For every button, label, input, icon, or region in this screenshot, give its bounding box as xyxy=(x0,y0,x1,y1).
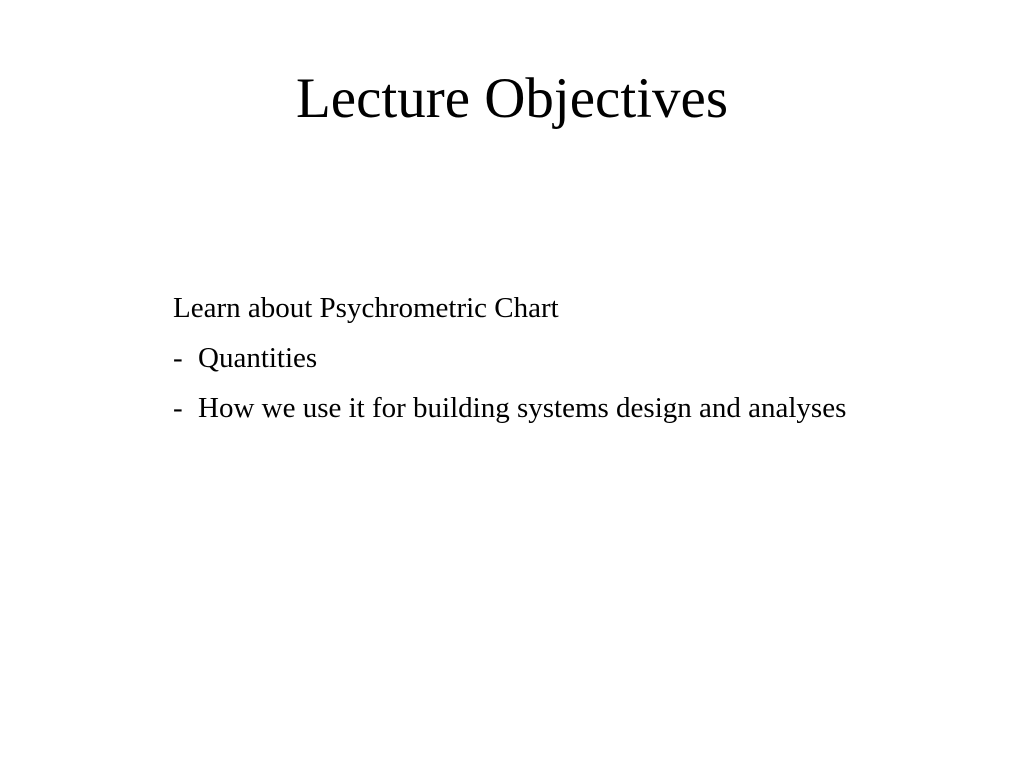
bullet-marker: - xyxy=(173,392,183,424)
bullet-text: Quantities xyxy=(198,342,318,374)
objective-lead: Learn about Psychrometric Chart xyxy=(173,292,559,324)
bullet-item xyxy=(173,383,993,433)
slide-body xyxy=(173,283,993,433)
bullet-marker: - xyxy=(173,342,183,374)
bullet-item xyxy=(173,333,993,383)
bullet-text: How we use it for building systems design and analyses xyxy=(198,392,847,424)
slide-title: Lecture Objectives xyxy=(295,67,729,130)
